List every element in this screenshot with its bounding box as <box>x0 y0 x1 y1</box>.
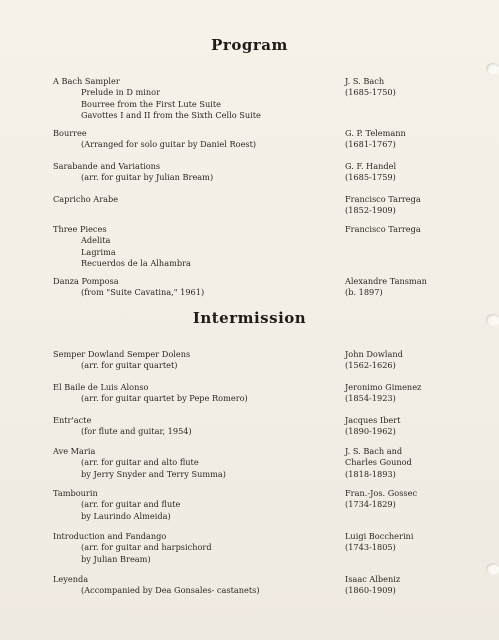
work-title: Capricho Arabe <box>53 194 119 204</box>
composer-column <box>345 531 485 554</box>
composer-name: J. S. Bach and <box>345 446 403 456</box>
work-title: Introduction and Fandango <box>53 531 167 541</box>
composer-column <box>345 161 485 184</box>
binder-hole <box>486 63 499 75</box>
composer-name: G. F. Handel <box>345 161 397 171</box>
work-column <box>53 446 338 480</box>
work-detail: (from "Suite Cavatina," 1961) <box>81 287 205 298</box>
work-column <box>53 531 338 565</box>
composer-info: (1681-1767) <box>345 139 396 150</box>
composer-name: Alexandre Tansman <box>345 276 427 286</box>
work-title: Entr'acte <box>53 415 92 425</box>
composer-column <box>345 194 485 217</box>
composer-info: (b. 1897) <box>345 287 383 298</box>
composer-name: Jeronimo Gimenez <box>345 382 422 392</box>
composer-column <box>345 224 485 235</box>
work-column <box>53 574 338 597</box>
composer-column <box>345 574 485 597</box>
composer-info: (1734-1829) <box>345 499 396 510</box>
intermission-heading: Intermission <box>192 309 307 327</box>
work-column <box>53 349 338 372</box>
composer-info: Charles Gounod <box>345 457 412 468</box>
composer-name: Jacques Ibert <box>345 415 401 425</box>
work-title: Leyenda <box>53 574 89 584</box>
work-detail: Recuerdos de la Alhambra <box>81 258 191 269</box>
work-detail: Gavottes I and II from the Sixth Cello Suite <box>81 110 261 121</box>
work-detail: by Laurindo Almeida) <box>81 510 171 521</box>
work-detail: (arr. for guitar and alto flute <box>81 457 199 468</box>
work-title: Three Pieces <box>53 224 107 234</box>
composer-column <box>345 76 485 99</box>
composer-column <box>345 488 485 511</box>
work-title: Tambourin <box>53 488 98 498</box>
composer-column <box>345 415 485 438</box>
work-detail: Lagrima <box>81 246 116 257</box>
composer-info: (1890-1962) <box>345 426 396 437</box>
composer-name: Fran.-Jos. Gossec <box>345 488 418 498</box>
work-title: Sarabande and Variations <box>53 161 161 171</box>
work-column <box>53 194 338 205</box>
work-detail: Adelita <box>81 235 111 246</box>
work-title: El Baile de Luis Alonso <box>53 382 149 392</box>
program-heading: Program <box>211 36 288 54</box>
composer-info: (1562-1626) <box>345 360 396 371</box>
work-detail: (for flute and guitar, 1954) <box>81 426 192 437</box>
work-detail: Prelude in D minor <box>81 87 161 98</box>
work-column <box>53 76 338 122</box>
work-detail: (Arranged for solo guitar by Daniel Roest) <box>81 139 257 150</box>
work-detail: (Accompanied by Dea Gonsales- castanets) <box>81 585 260 596</box>
work-detail: (arr. for guitar and harpsichord <box>81 542 212 553</box>
work-detail: (arr. for guitar and flute <box>81 499 181 510</box>
composer-info: (1685-1759) <box>345 172 396 183</box>
work-title: Bourree <box>53 128 87 138</box>
work-column <box>53 128 338 151</box>
work-column <box>53 415 338 438</box>
composer-info: (1854-1923) <box>345 393 396 404</box>
work-detail: (arr. for guitar quartet by Pepe Romero) <box>81 393 248 404</box>
composer-name: John Dowland <box>345 349 403 359</box>
composer-name: J. S. Bach <box>345 76 385 86</box>
work-column <box>53 382 338 405</box>
composer-name: Luigi Boccherini <box>345 531 414 541</box>
work-column <box>53 161 338 184</box>
work-title: A Bach Sampler <box>53 76 120 86</box>
composer-column <box>345 128 485 151</box>
composer-column <box>345 276 485 299</box>
work-detail: by Jerry Snyder and Terry Summa) <box>81 468 226 479</box>
composer-column <box>345 446 485 480</box>
composer-info: (1852-1909) <box>345 205 396 216</box>
composer-name: Francisco Tarrega <box>345 194 421 204</box>
work-title: Semper Dowland Semper Dolens <box>53 349 191 359</box>
work-column <box>53 488 338 522</box>
composer-name: Francisco Tarrega <box>345 224 421 234</box>
composer-info: (1818-1893) <box>345 468 396 479</box>
work-detail: (arr. for guitar by Julian Bream) <box>81 172 214 183</box>
composer-info: (1860-1909) <box>345 585 396 596</box>
work-column <box>53 276 338 299</box>
binder-hole <box>486 563 499 575</box>
work-detail: Bourree from the First Lute Suite <box>81 98 221 109</box>
work-detail: (arr. for guitar quartet) <box>81 360 178 371</box>
composer-name: Isaac Albeniz <box>345 574 401 584</box>
composer-column <box>345 349 485 372</box>
work-detail: by Julian Bream) <box>81 553 151 564</box>
work-title: Ave Maria <box>53 446 96 456</box>
composer-column <box>345 382 485 405</box>
composer-name: G. P. Telemann <box>345 128 406 138</box>
work-title: Danza Pomposa <box>53 276 119 286</box>
composer-info: (1743-1805) <box>345 542 396 553</box>
work-column <box>53 224 338 270</box>
composer-info: (1685-1750) <box>345 87 396 98</box>
